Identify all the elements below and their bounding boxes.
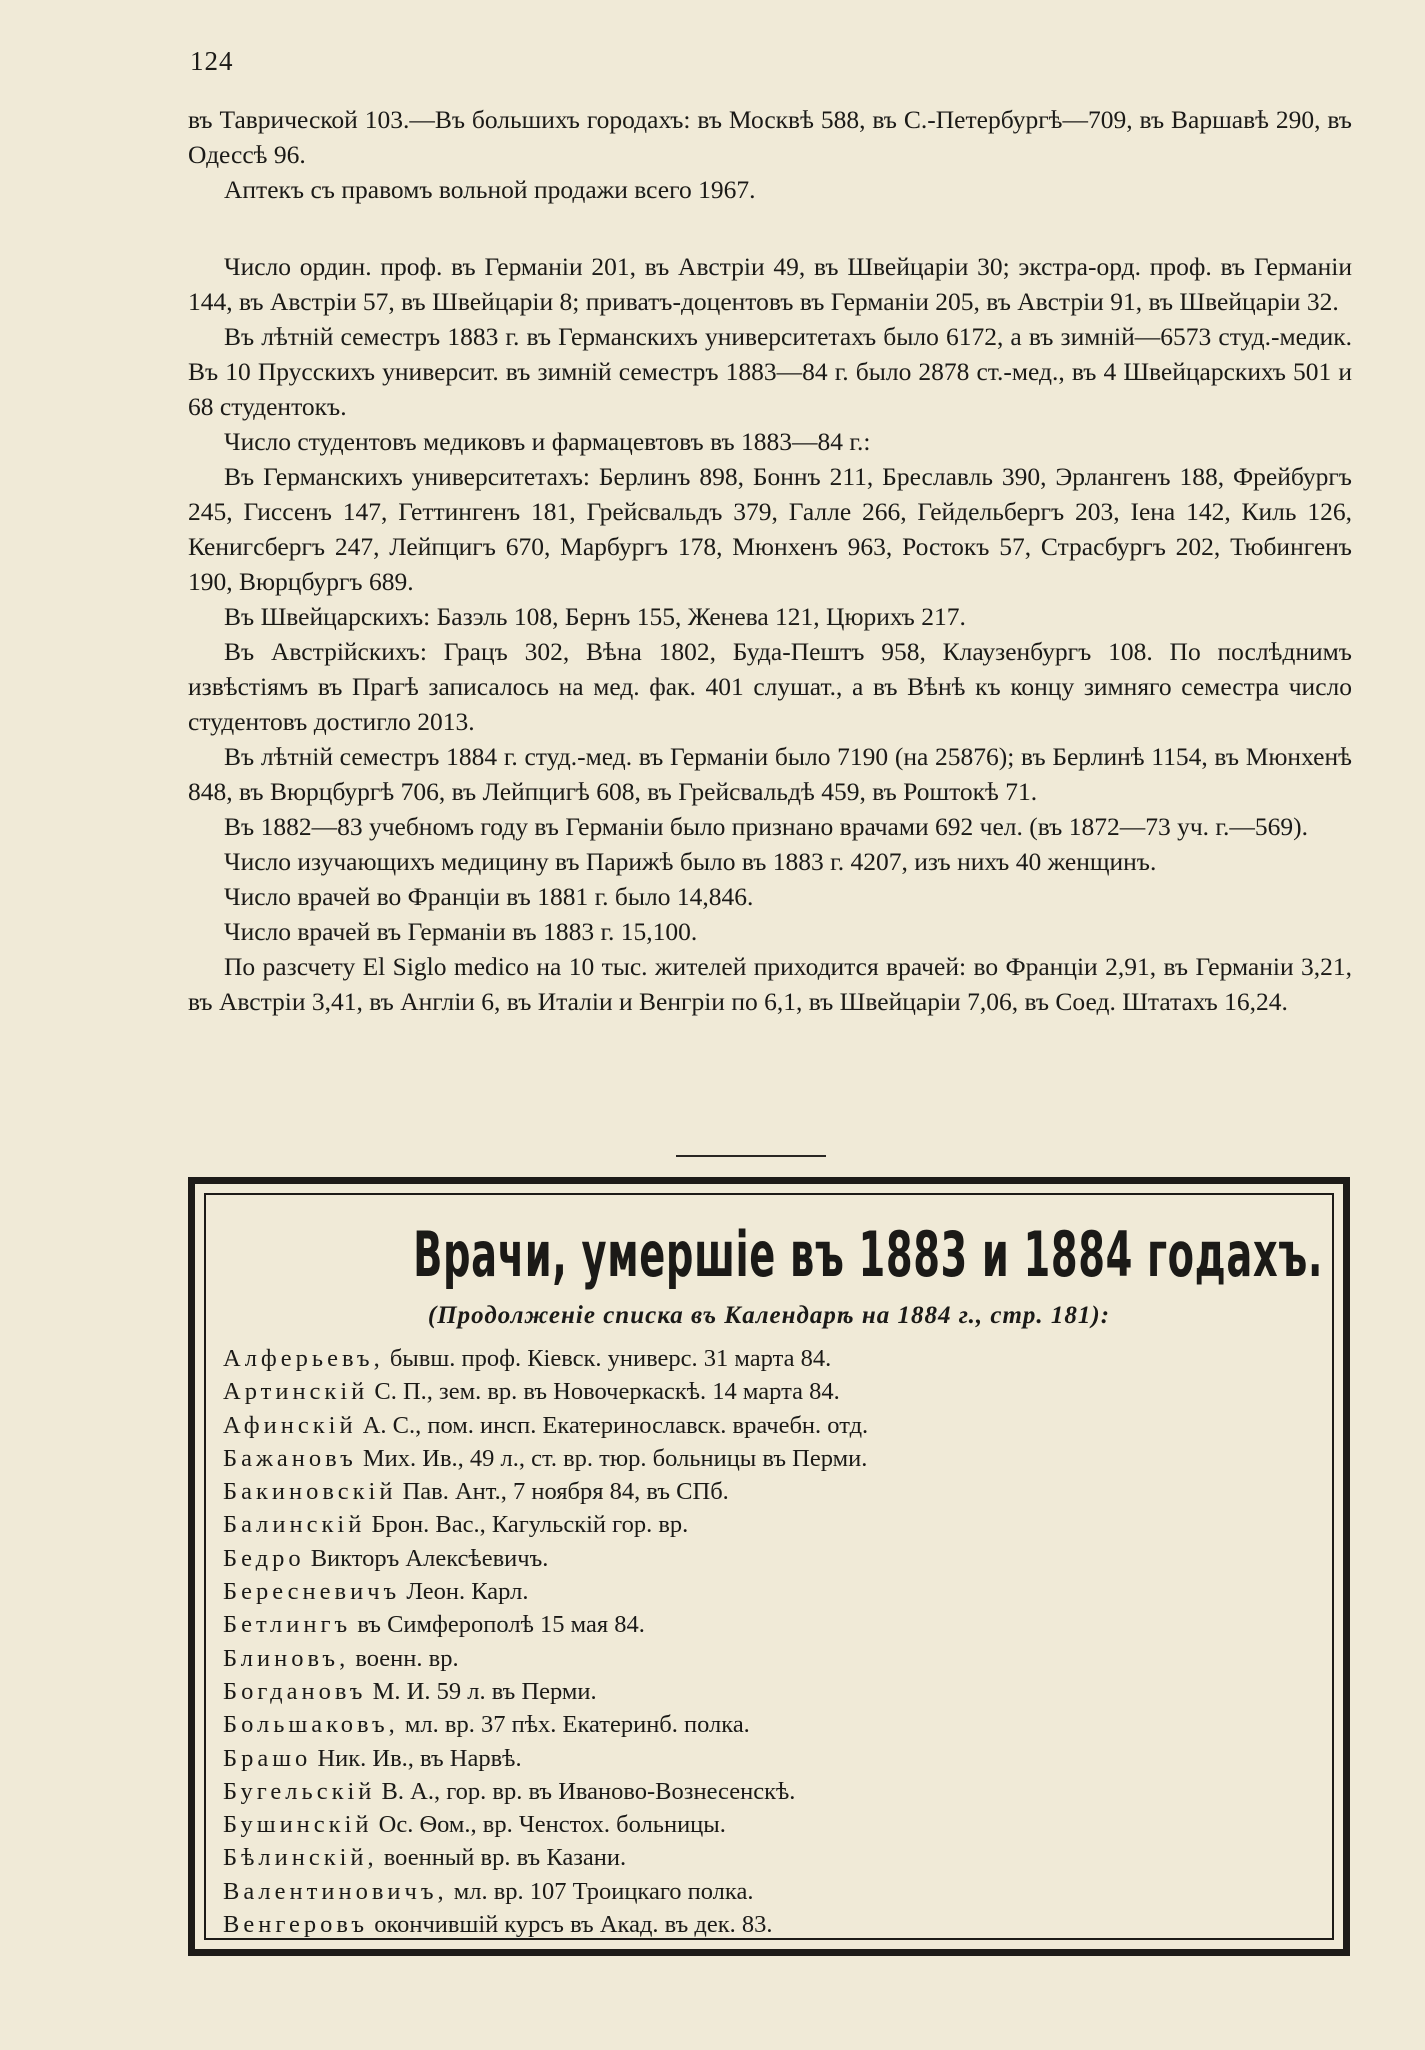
entry-surname: Бакиновскій (223, 1478, 397, 1506)
list-item (223, 1642, 1313, 1675)
obituary-title: Врачи, умершіе въ 1883 и 1884 годахъ. (413, 1218, 1324, 1291)
entry-details: Викторъ Алексѣевичъ. (310, 1544, 549, 1572)
paragraph: Число студентовъ медиковъ и фармацевтовъ въ 1883—84 г.: (224, 427, 871, 456)
entry-details: Ник. Ив., въ Нарвѣ. (317, 1744, 522, 1772)
entry-surname: Афинскій (223, 1411, 357, 1439)
section-divider (676, 1155, 826, 1157)
entry-surname: Валентиновичъ, (223, 1877, 448, 1905)
entry-details: военный вр. въ Казани. (383, 1844, 627, 1872)
entry-surname: Бедро (223, 1544, 305, 1572)
entry-surname: Большаковъ, (223, 1711, 399, 1739)
entry-details: Леон. Карл. (406, 1578, 529, 1606)
entry-details: окончившій курсъ въ Акад. въ дек. 83. (374, 1911, 773, 1939)
obituary-list (223, 1342, 1313, 1941)
entry-details: военн. вр. (355, 1644, 459, 1672)
entry-surname: Артинскій (223, 1378, 369, 1406)
list-item (223, 1875, 1313, 1908)
list-item (223, 1508, 1313, 1541)
entry-details: Пав. Ант., 7 ноября 84, въ СПб. (402, 1478, 729, 1506)
paragraph: Въ Швейцарскихъ: Базэль 108, Бернъ 155, Женева 121, Цюрихъ 217. (224, 602, 966, 631)
list-item (223, 1775, 1313, 1808)
list-item (223, 1808, 1313, 1841)
paragraph: Въ лѣтній семестръ 1883 г. въ Германскихъ университетахъ было 6172, а въ зимній—6573 студ.-медик. Въ 10 Прусскихъ университ. въ зимній семестръ 1883—84 г. было 2878 ст.-мед., въ 4 Швейцарскихъ 501 и 68 студентокъ. (188, 322, 1352, 421)
entry-details: А. С., пом. инсп. Екатеринославск. врачебн. отд. (362, 1411, 869, 1439)
paragraph: Въ лѣтній семестръ 1884 г. студ.-мед. въ Германіи было 7190 (на 25876); въ Берлинѣ 1154, въ Мюнхенѣ 848, въ Вюрцбургѣ 706, въ Лейпцигѣ 608, въ Грейсвальдѣ 459, въ Роштокѣ 71. (188, 742, 1352, 806)
entry-surname: Брашо (223, 1744, 312, 1772)
paragraph: Въ Австрійскихъ: Грацъ 302, Вѣна 1802, Буда-Пештъ 958, Клаузенбургъ 108. По послѣднимъ извѣстіямъ въ Прагѣ записалось на мед. фак. 401 слушат., а въ Вѣнѣ къ концу зимняго семестра число студентовъ достигло 2013. (188, 637, 1352, 736)
entry-details: въ Симферополѣ 15 мая 84. (357, 1611, 645, 1639)
entry-surname: Блиновъ, (223, 1644, 350, 1672)
paragraph: Въ Германскихъ университетахъ: Берлинъ 898, Боннъ 211, Бреславль 390, Эрлангенъ 188, Фрейбургъ 245, Гиссенъ 147, Геттингенъ 181, Грейсвальдъ 379, Галле 266, Гейдельбергъ 203, Іена 142, Киль 126, Кенигсбергъ 247, Лейпцигъ 670, Марбургъ 178, Мюнхенъ 963, Ростокъ 57, Страсбургъ 202, Тюбингенъ 190, Вюрцбургъ 689. (188, 462, 1352, 596)
entry-details: С. П., зем. вр. въ Новочеркаскѣ. 14 марта 84. (374, 1378, 840, 1406)
paragraph: Аптекъ съ правомъ вольной продажи всего 1967. (224, 175, 756, 204)
entry-details: Ос. Ѳом., вр. Ченстох. больницы. (378, 1811, 726, 1839)
list-item (223, 1841, 1313, 1874)
entry-surname: Венгеровъ (223, 1911, 369, 1939)
obituary-box (188, 1177, 1350, 1956)
list-item (223, 1375, 1313, 1408)
entry-surname: Бажановъ (223, 1444, 357, 1472)
entry-details: Брон. Вас., Кагульскій гор. вр. (371, 1511, 689, 1539)
paragraph: Въ 1882—83 учебномъ году въ Германіи было признано врачами 692 чел. (въ 1872—73 уч. г.—569). (224, 812, 1309, 841)
list-item (223, 1742, 1313, 1775)
entry-details: Мих. Ив., 49 л., ст. вр. тюр. больницы въ Перми. (362, 1444, 868, 1472)
list-item (223, 1575, 1313, 1608)
entry-surname: Бересневичъ (223, 1578, 401, 1606)
entry-surname: Бѣлинскій, (223, 1844, 378, 1872)
entry-surname: Бугельскій (223, 1777, 376, 1805)
obituary-subtitle: (Продолженіе списка въ Календарѣ на 1884 г., стр. 181): (427, 1302, 1111, 1329)
paragraph: Число ордин. проф. въ Германіи 201, въ Австріи 49, въ Швейцаріи 30; экстра-орд. проф. въ Германіи 144, въ Австріи 57, въ Швейцаріи 8; приватъ-доцентовъ въ Германіи 205, въ Австріи 91, въ Швейцаріи 32. (188, 252, 1352, 316)
paragraph: въ Таврической 103.—Въ большихъ городахъ: въ Москвѣ 588, въ С.-Петербургѣ—709, въ Варшавѣ 290, въ Одессѣ 96. (188, 105, 1352, 169)
paragraph: Число врачей во Франціи въ 1881 г. было 14,846. (224, 882, 754, 911)
entry-surname: Балинскій (223, 1511, 366, 1539)
entry-details: мл. вр. 107 Троицкаго полка. (453, 1877, 754, 1905)
paragraph: По разсчету El Siglo medico на 10 тыс. жителей приходится врачей: во Франціи 2,91, въ Германіи 3,21, въ Австріи 3,41, въ Англіи 6, въ Италіи и Венгріи по 6,1, въ Швейцаріи 7,06, въ Соед. Штатахъ 16,24. (188, 952, 1352, 1016)
list-item (223, 1442, 1313, 1475)
list-item (223, 1409, 1313, 1442)
list-item (223, 1708, 1313, 1741)
entry-details: М. И. 59 л. въ Перми. (372, 1677, 597, 1705)
list-item (223, 1542, 1313, 1575)
paragraph: Число врачей въ Германіи въ 1883 г. 15,100. (224, 917, 698, 946)
paragraph: Число изучающихъ медицину въ Парижѣ было въ 1883 г. 4207, изъ нихъ 40 женщинъ. (224, 847, 1157, 876)
entry-details: бывш. проф. Кіевск. универс. 31 марта 84. (389, 1345, 832, 1372)
entry-surname: Бетлингъ (223, 1611, 352, 1639)
entry-surname: Алферьевъ, (223, 1345, 384, 1372)
entry-details: мл. вр. 37 пѣх. Екатеринб. полка. (404, 1711, 750, 1739)
list-item (223, 1608, 1313, 1641)
entry-surname: Бушинскій (223, 1811, 373, 1839)
entry-details: В. А., гор. вр. въ Иваново-Вознесенскѣ. (381, 1777, 796, 1805)
list-item (223, 1475, 1313, 1508)
entry-surname: Богдановъ (223, 1677, 367, 1705)
page-number: 124 (190, 46, 234, 76)
list-item (223, 1342, 1313, 1375)
list-item (223, 1675, 1313, 1708)
body-text (188, 102, 1352, 1019)
list-item (223, 1908, 1313, 1941)
